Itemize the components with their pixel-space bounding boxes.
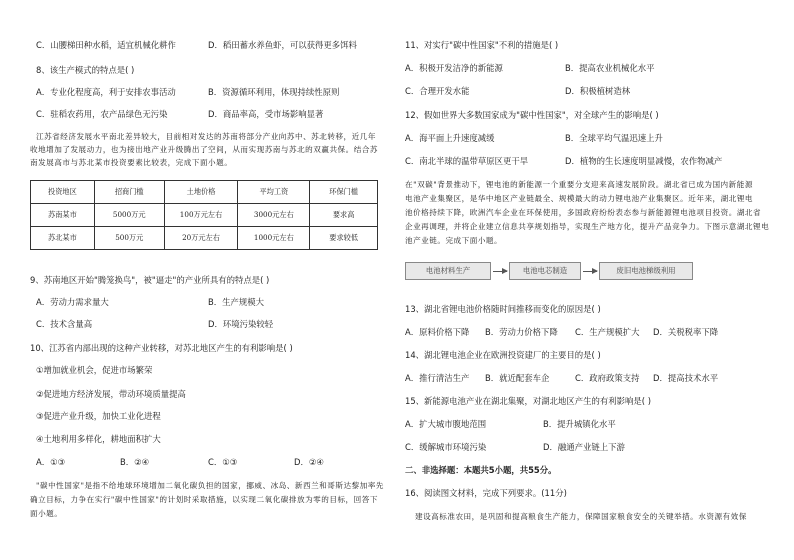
q12-option-a: A．海平面上升速度减缓 [405, 133, 495, 143]
q10-statement-3: ③促进产业升级，加快工业化进程 [36, 411, 161, 421]
q8-option-a: A．专业化程度高，利于安排农事活动 [36, 87, 176, 97]
table-cell: 500万元 [94, 227, 164, 250]
q15-option-c: C．缓解城市环境污染 [405, 442, 487, 452]
q14-option-a: A．推行清洁生产 [405, 373, 470, 383]
q11-option-d: D．积极植树造林 [565, 86, 631, 96]
passage2-line3: 面小题。 [30, 509, 63, 518]
q10-option-d: D．②④ [294, 457, 324, 467]
passage3-line1: 在"双碳"背景推动下，锂电池的新能源一个重要分支迎来高速发展阶段。湖北省已成为国内新能源 [405, 180, 753, 189]
q15-option-a: A．扩大城市腹地范围 [405, 419, 487, 429]
q12-option-c: C．南北半球的温带草原区更干旱 [405, 156, 529, 166]
table-row [31, 204, 378, 227]
passage3-line2: 电池产业集聚区，是华中地区产业链最全、规模最大的动力锂电池产业集聚区。近年来，湖北锂电 [405, 194, 754, 203]
q10-stem: 10、江苏省内部出现的这种产业转移，对苏北地区产生的有利影响是( ) [30, 343, 293, 353]
q7-option-d: D．稻田蓄水养鱼虾，可以获得更多饵料 [208, 40, 357, 50]
q9-option-c: C．技术含量高 [36, 319, 93, 329]
q11-option-a: A．积极开发洁净的新能源 [405, 63, 503, 73]
q12-option-d: D．植物的生长速度明显减慢，农作物减产 [565, 156, 723, 166]
flow-arrow-icon [493, 271, 507, 272]
table-cell: 5000万元 [94, 204, 164, 227]
table-cell: 苏北某市 [31, 227, 95, 250]
q14-option-c: C．政府政策支持 [575, 373, 640, 383]
table-header-row [31, 181, 378, 204]
passage3-line3: 池价格持续下降，欧洲汽车企业在环保使用，多国政府纷纷表态参与新能源锂电池项目投资。湖北省 [405, 208, 762, 217]
investment-table [30, 180, 378, 250]
table-header: 平均工资 [238, 181, 310, 204]
flow-step-recycle: 废旧电池梯级利用 [599, 262, 693, 280]
table-header: 招商门槛 [94, 181, 164, 204]
table-header: 投资地区 [31, 181, 95, 204]
q13-option-a: A．原料价格下降 [405, 327, 470, 337]
table-cell: 要求较低 [310, 227, 378, 250]
industry-chain-diagram [405, 262, 705, 282]
q13-option-d: D．关税税率下降 [653, 327, 719, 337]
passage1-line2: 收地增加了发展动力，也为接出地产业升级腾出了空间，从而实现苏南与苏北的双赢共保。结合苏 [30, 145, 379, 154]
q10-statement-2: ②促进地方经济发展，带动环境质量提高 [36, 389, 186, 399]
q15-option-b: B．提升城镇化水平 [543, 419, 616, 429]
flow-step-cell: 电池电芯制造 [509, 262, 581, 280]
table-cell: 要求高 [310, 204, 378, 227]
q13-option-b: B．劳动力价格下降 [485, 327, 558, 337]
q10-statement-1: ①增加就业机会，促进市场繁荣 [36, 365, 153, 375]
passage3-line4: 企业再调理，并将企业建立信息共享规划指导，实现生产地方化，提升产品竞争力。下图示意湖北锂电 [405, 222, 770, 231]
section-heading: 二、非选择题：本题共5小题，共55分。 [405, 465, 557, 475]
q8-option-c: C．驻稻农药用，农产品绿色无污染 [36, 109, 168, 119]
q9-stem: 9、苏南地区开始"腾笼换鸟"，被"逼走"的产业所具有的特点是( ) [30, 275, 270, 285]
q9-option-d: D．环境污染较轻 [208, 319, 274, 329]
table-row [31, 227, 378, 250]
q16-stem: 16、阅读图文材料，完成下列要求。(11分) [405, 488, 567, 498]
q14-option-d: D．提高技术水平 [653, 373, 719, 383]
q10-statement-4: ④土地利用多样化，耕地面积扩大 [36, 434, 161, 444]
q11-stem: 11、对实行"碳中性国家"不利的措施是( ) [405, 40, 559, 50]
q8-option-d: D．商品率高，受市场影响显著 [208, 109, 324, 119]
flow-step-material: 电池材料生产 [405, 262, 491, 280]
table-cell: 100万元左右 [164, 204, 238, 227]
q9-option-a: A．劳动力需求量大 [36, 297, 109, 307]
table-header: 环保门槛 [310, 181, 378, 204]
table-cell: 20万元左右 [164, 227, 238, 250]
table-header: 土地价格 [164, 181, 238, 204]
q13-option-c: C．生产规模扩大 [575, 327, 640, 337]
q10-option-c: C．①③ [208, 457, 238, 467]
q13-stem: 13、湖北省锂电池价格随时间推移而变化的原因是( ) [405, 304, 601, 314]
passage2-line1: "碳中性国家"是指不给地球环境增加二氧化碳负担的国家，挪威、冰岛、新西兰和哥斯达黎加率先 [36, 481, 384, 490]
q15-option-d: D．融通产业链上下游 [543, 442, 625, 452]
q14-stem: 14、湖北锂电池企业在欧洲投资建厂的主要目的是( ) [405, 350, 601, 360]
q8-option-b: B．资源循环利用，体现持续性原则 [208, 87, 340, 97]
table-cell: 3000元左右 [238, 204, 310, 227]
table-cell: 苏南某市 [31, 204, 95, 227]
q12-stem: 12、假如世界大多数国家成为"碳中性国家"，对全球产生的影响是( ) [405, 110, 659, 120]
passage1-line1: 江苏省经济发展水平南北差异较大，目前相对发达的苏南将部分产业向苏中、苏北转移，近几年 [36, 132, 376, 141]
q9-option-b: B．生产规模大 [208, 297, 264, 307]
q8-stem: 8、该生产模式的特点是( ) [36, 65, 135, 75]
q7-option-c: C．山腰梯田种水稻，适宜机械化耕作 [36, 40, 176, 50]
q15-stem: 15、新能源电池产业在湖北集聚，对湖北地区产生的有利影响是( ) [405, 396, 651, 406]
q10-option-b: B．②④ [120, 457, 150, 467]
flow-arrow-icon [583, 271, 597, 272]
q16-passage-line1: 建设高标准农田，是巩固和提高粮食生产能力，保障国家粮食安全的关键举措。水资源有效保 [415, 512, 747, 521]
q11-option-b: B．提高农业机械化水平 [565, 63, 655, 73]
passage1-line3: 南发展高市与苏北某市投资要素比较表，完成下面小题。 [30, 158, 233, 167]
q14-option-b: B．就近配套车企 [485, 373, 550, 383]
table-cell: 1000元左右 [238, 227, 310, 250]
q12-option-b: B．全球平均气温迅速上升 [565, 133, 663, 143]
q10-option-a: A．①③ [36, 457, 66, 467]
passage2-line2: 确立目标，力争在实行"碳中性国家"的计划时采取措施，以实现二氧化碳排放为零的目标，回答下 [30, 495, 378, 504]
passage3-line5: 池产业链。完成下面小题。 [405, 236, 503, 245]
q11-option-c: C．合理开发水能 [405, 86, 470, 96]
